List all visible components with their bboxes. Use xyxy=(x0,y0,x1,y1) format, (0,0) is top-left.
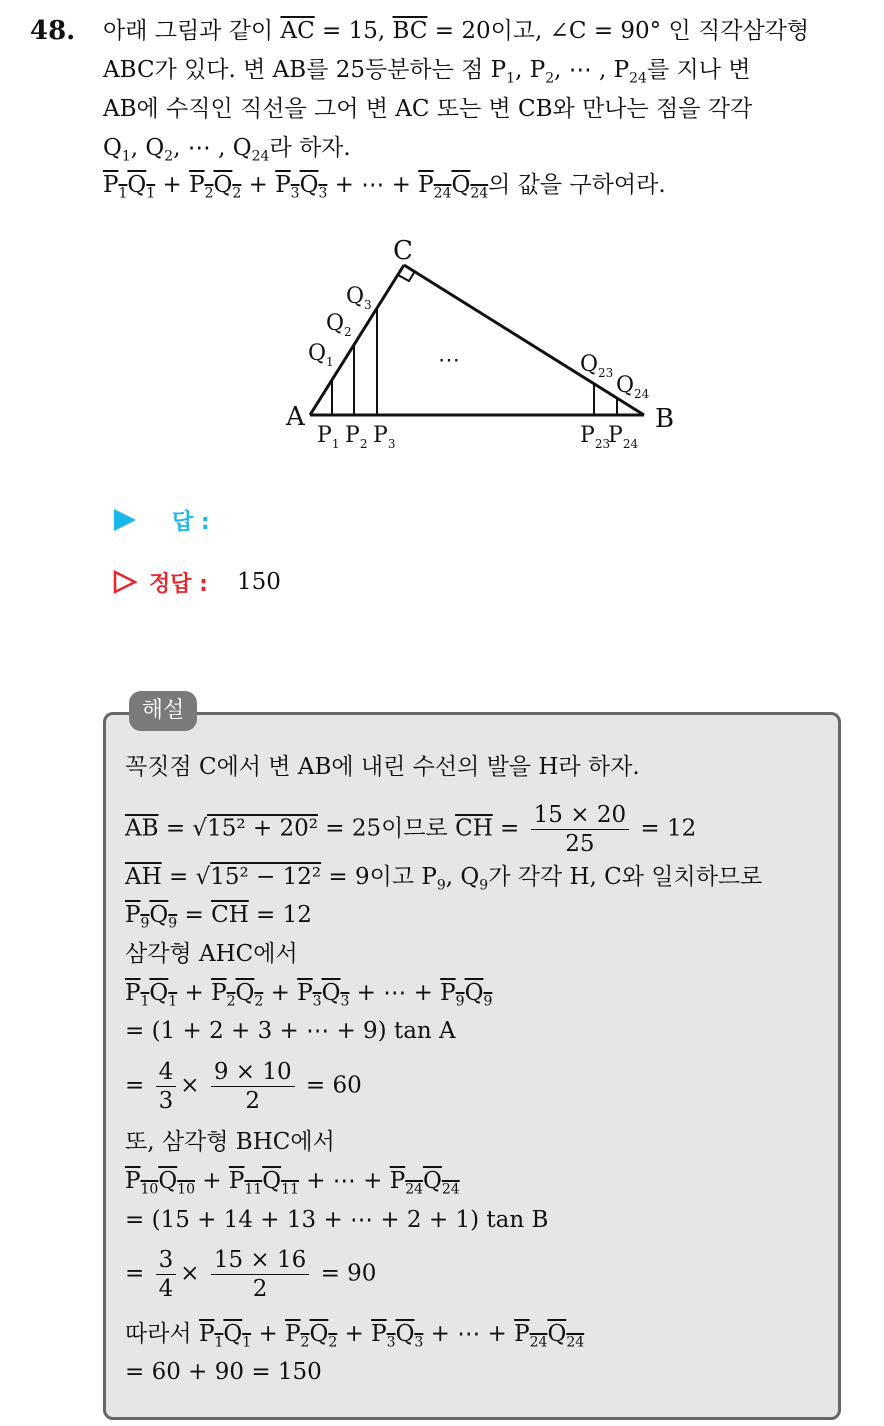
q23-label: $Q_{23}$ xyxy=(580,352,614,380)
solution-line-7: = (1 + 2 + 3 + ⋯ + 9) tan A xyxy=(125,1018,456,1044)
answer-marker-icon xyxy=(112,507,138,533)
solution-line-8: = $\frac{4}{3}$ × $\frac{9 \times 10}{2}$ = 60 xyxy=(125,1059,362,1114)
question-line-1: 아래 그림과 같이 $\overline{AC} = 15$, $\overline{BC} = 20$이고, ∠C = 90° 인 직각삼각형 xyxy=(103,18,810,44)
vertex-a-label: A xyxy=(286,402,305,432)
side-cb xyxy=(404,265,644,415)
vertex-b-label: B xyxy=(655,404,675,434)
solution-line-14: = 60 + 90 = 150 xyxy=(125,1359,322,1385)
solution-badge: 해설 xyxy=(129,691,197,731)
q2-label: $Q_2$ xyxy=(326,311,352,339)
solution-line-11: = (15 + 14 + 13 + ⋯ + 2 + 1) tan B xyxy=(125,1207,549,1233)
solution-line-1: 꼭짓점 C에서 변 AB에 내린 수선의 발을 H라 하자. xyxy=(125,754,640,780)
p3-label: $P_3$ xyxy=(373,423,396,451)
question-line-3: AB에 수직인 직선을 그어 변 AC 또는 변 CB와 만나는 점을 각각 xyxy=(103,96,753,122)
q24-label: $Q_{24}$ xyxy=(616,373,650,401)
question-line-4: $Q_1$, $Q_2$, ⋯ , $Q_{24}$라 하자. xyxy=(103,135,351,165)
figure-ellipsis: ⋯ xyxy=(438,348,460,373)
solution-line-13: 따라서 $P_1Q_1 + P_2Q_2 + P_3Q_3$ + ⋯ + $P_{24}Q_{24}$ xyxy=(125,1321,585,1351)
solution-line-6: $P_1Q_1 + P_2Q_2 + P_3Q_3$ + ⋯ + $P_9Q_9$ xyxy=(125,980,493,1010)
solution-line-12: = $\frac{3}{4}$ × $\frac{15 \times 16}{2}$ = 90 xyxy=(125,1247,377,1302)
correct-answer-value: 150 xyxy=(237,569,281,595)
p2-label: $P_2$ xyxy=(345,423,368,451)
p23-label: $P_{23}$ xyxy=(580,423,611,451)
q3-label: $Q_3$ xyxy=(346,284,372,312)
question-line-2: ABC가 있다. 변 AB를 25등분하는 점 $P_1$, $P_2$, ⋯ , $P_{24}$를 지나 변 xyxy=(103,57,751,87)
solution-line-5: 삼각형 AHC에서 xyxy=(125,941,298,967)
question-number: 48. xyxy=(30,16,76,46)
p24-label: $P_{24}$ xyxy=(608,423,639,451)
correct-answer-label: 정답 : xyxy=(149,572,208,597)
solution-line-4: $P_9Q_9 = \overline{CH} = 12$ xyxy=(125,902,312,932)
triangle-figure xyxy=(280,232,690,462)
answer-label: 답 : xyxy=(172,510,210,535)
q1-label: $Q_1$ xyxy=(308,341,334,369)
p1-label: $P_1$ xyxy=(317,423,340,451)
solution-line-3: $\overline{AH} = √15^2 - 12^2 = 9$이고 $P_9$, $Q_9$가 각각 H, C와 일치하므로 xyxy=(125,864,763,894)
correct-answer-marker-icon xyxy=(112,569,138,595)
question-line-5: $P_1Q_1 + P_2Q_2 + P_3Q_3$ + ⋯ + $P_{24}Q_{24}$의 값을 구하여라. xyxy=(103,172,666,202)
vertex-c-label: C xyxy=(393,236,413,266)
solution-line-2: $\overline{AB} = √15^2 + 20^2 = 25$이므로 $\overline{CH}$ = $\frac{15 \times 20}{25}$ = 12 xyxy=(125,802,697,857)
solution-line-9: 또, 삼각형 BHC에서 xyxy=(125,1129,335,1155)
solution-line-10: $P_{10}Q_{10} + P_{11}Q_{11}$ + ⋯ + $P_{24}Q_{24}$ xyxy=(125,1168,460,1198)
